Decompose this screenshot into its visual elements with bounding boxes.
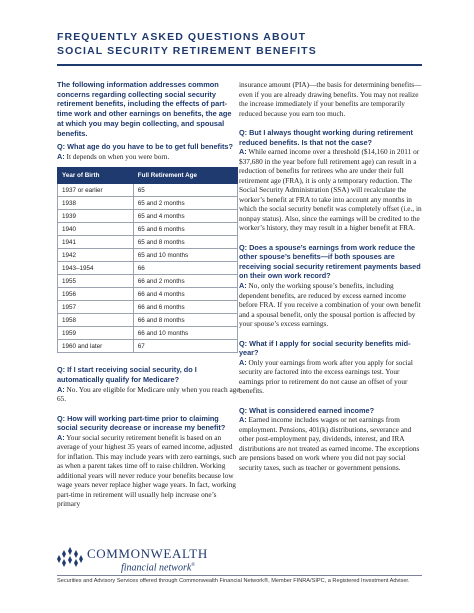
year-cell: 1956 xyxy=(58,288,134,301)
logo-tagline xyxy=(121,560,208,573)
year-cell: 1941 xyxy=(58,236,134,249)
age-cell: 66 and 10 months xyxy=(133,327,237,340)
faq-answer xyxy=(57,385,240,404)
age-cell: 66 and 6 months xyxy=(133,301,237,314)
faq-question: Q: What age do you have to be to get full benefits? xyxy=(57,142,233,152)
table-row xyxy=(58,249,238,262)
continued-paragraph: insurance amount (PIA)—the basis for determining benefits—even if you are already drawing benefits. You may not realize the increase immediately if your benefits are temporarily reduced because you earn too much. xyxy=(239,80,422,118)
logo-wordmark: COMMONWEALTH xyxy=(87,546,208,561)
table-row xyxy=(58,340,238,353)
age-cell: 65 and 8 months xyxy=(133,236,237,249)
table-row xyxy=(58,184,238,197)
column-header-age: Full Retirement Age xyxy=(133,168,237,184)
answer-text: No, only the working spouse’s benefits, including dependent benefits, are reduced by excess earned income before FRA. If you receive a combination of your own benefit and a spousal benefit, only the spousal portion is affected by your spouse’s excess earnings. xyxy=(239,281,421,329)
answer-label: A: xyxy=(57,384,65,394)
answer-label: A: xyxy=(57,151,65,161)
logo-registered-mark: ® xyxy=(191,563,196,568)
year-cell: 1955 xyxy=(58,275,134,288)
faq-answer xyxy=(239,358,422,396)
age-cell: 66 and 4 months xyxy=(133,288,237,301)
table-row xyxy=(58,236,238,249)
answer-label: A: xyxy=(239,415,247,425)
table-row xyxy=(58,223,238,236)
table-row xyxy=(58,301,238,314)
answer-text: Your social security retirement benefit is based on an average of your highest 35 years of earned income, adjusted for inflation. This may include years with zero earnings, such as when a parent takes time off to raise children. Working additional years will never reduce your benefits because low wage years never replace higher wage years. In fact, working part-time in retirement will usually help increase one’s primary xyxy=(57,432,237,509)
answer-label: A: xyxy=(239,357,247,367)
faq-question: Q: Does a spouse’s earnings from work reduce the other spouse’s benefits—if both spouses are receiving social security retirement payments based on their own work record? xyxy=(239,242,421,281)
answer-text: It depends on when you were born. xyxy=(64,151,170,161)
age-cell: 65 xyxy=(133,184,237,197)
faq-answer xyxy=(239,415,422,472)
age-cell: 65 and 10 months xyxy=(133,249,237,262)
table-row xyxy=(58,197,238,210)
faq-question: Q: What if I apply for social security benefits mid-year? xyxy=(239,338,411,358)
year-cell: 1937 or earlier xyxy=(58,184,134,197)
page-title-line2: SOCIAL SECURITY RETIREMENT BENEFITS xyxy=(57,45,317,57)
intro-paragraph: The following information addresses common concerns regarding collecting social security retirement benefits, including the effects of part-time work and other earnings on benefits, the age at which you may begin collecting, and spousal benefits. xyxy=(57,80,232,138)
faq-question: Q: But I always thought working during retirement reduced benefits. Is that not the case? xyxy=(239,128,413,147)
footer-divider xyxy=(57,575,422,576)
faq-item xyxy=(57,365,240,403)
faq-item xyxy=(57,142,240,161)
table-row xyxy=(58,327,238,340)
age-cell: 65 and 2 months xyxy=(133,197,237,210)
table-row xyxy=(58,288,238,301)
leaf-emblem-icon xyxy=(57,547,83,569)
age-cell: 66 and 8 months xyxy=(133,314,237,327)
faq-question: Q: How will working part-time prior to claiming social security decrease or increase my benefit? xyxy=(57,413,226,433)
table-row xyxy=(58,210,238,223)
table-header-row xyxy=(58,168,238,184)
answer-text: While earned income over a threshold ($14,160 in 2011 or $37,680 in the year before full retirement age) can result in a reduction of benefits for retirees who are under their full retirement age (FRA), it is only a temporary reduction. The Social Security Administration (SSA) will recalculate the worker’s benefit at FRA to take into account any months in which the social security benefit was completely offset (i.e., in nonpay status). Also, since the earnings will be credited to the worker’s history, they may result in a higher benefit at FRA. xyxy=(239,147,422,233)
answer-text: Earned income includes wages or net earnings from employment. Pensions, 401(k) distributions, severance and other post-employment pay, dividends, interest, and IRA distributions are not treated as earned income. The exceptions are pensions based on work where you did not pay social security taxes, such as teacher or government pensions. xyxy=(239,415,420,472)
faq-question: Q: What is considered earned income? xyxy=(239,405,375,415)
answer-text: No. You are eligible for Medicare only when you reach age 65. xyxy=(57,384,240,403)
right-column xyxy=(239,80,422,482)
year-cell: 1957 xyxy=(58,301,134,314)
faq-item xyxy=(239,406,422,473)
faq-item xyxy=(239,243,422,329)
answer-text: Only your earnings from work after you apply for social security are factored into the excess earnings test. Your earnings prior to retirement do not cause an offset of your benefits. xyxy=(239,357,413,396)
age-cell: 65 and 4 months xyxy=(133,210,237,223)
table-row xyxy=(58,275,238,288)
year-cell: 1959 xyxy=(58,327,134,340)
answer-label: A: xyxy=(239,147,247,157)
year-cell: 1940 xyxy=(58,223,134,236)
retirement-age-table xyxy=(57,167,238,353)
age-cell: 65 and 6 months xyxy=(133,223,237,236)
faq-item xyxy=(57,414,240,509)
year-cell: 1960 and later xyxy=(58,340,134,353)
year-cell: 1958 xyxy=(58,314,134,327)
footer-disclosure: Securities and Advisory Services offered through Commonwealth Financial Network®, Member FINRA/SIPC, a Registered Investment Adviser. xyxy=(57,578,410,584)
age-cell: 66 and 2 months xyxy=(133,275,237,288)
faq-answer xyxy=(57,433,240,509)
table-row xyxy=(58,262,238,275)
answer-label: A: xyxy=(239,281,247,291)
page-title-line1: FREQUENTLY ASKED QUESTIONS ABOUT xyxy=(57,31,307,43)
year-cell: 1943–1954 xyxy=(58,262,134,275)
faq-answer xyxy=(239,281,422,329)
year-cell: 1942 xyxy=(58,249,134,262)
logo-tagline-text: financial network xyxy=(121,562,192,574)
faq-item xyxy=(239,339,422,396)
age-cell: 66 xyxy=(133,262,237,275)
commonwealth-logo xyxy=(57,547,208,573)
title-divider xyxy=(57,64,422,66)
faq-answer xyxy=(57,152,240,162)
faq-item xyxy=(239,128,422,233)
faq-answer xyxy=(239,147,422,233)
faq-question: Q: If I start receiving social security, do I automatically qualify for Medicare? xyxy=(57,365,197,384)
column-header-year: Year of Birth xyxy=(58,168,134,184)
age-cell: 67 xyxy=(133,340,237,353)
table-row xyxy=(58,314,238,327)
year-cell: 1939 xyxy=(58,210,134,223)
left-column xyxy=(57,80,240,519)
year-cell: 1938 xyxy=(58,197,134,210)
answer-label: A: xyxy=(57,432,65,442)
page-title xyxy=(57,30,437,58)
